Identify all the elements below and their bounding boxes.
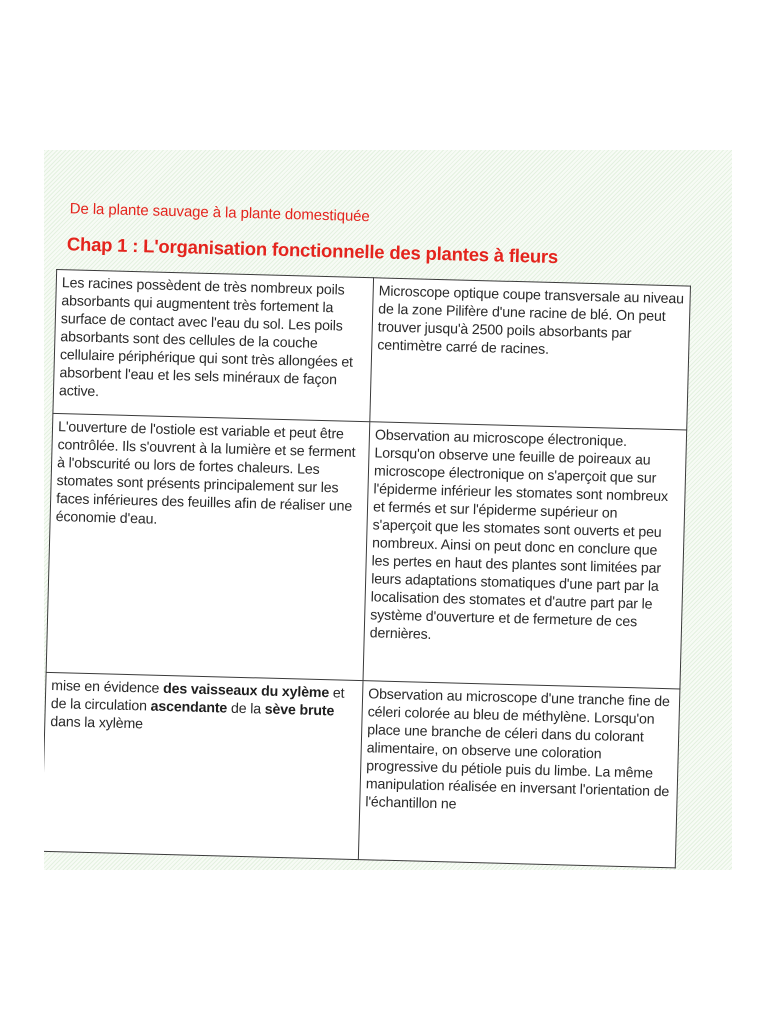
cell-text: de la	[226, 700, 265, 718]
table-cell-left: L'ouverture de l'ostiole est variable et peut être contrôlée. Ils s'ouvrent à la lumière et se ferment à l'obscurité ou lors de fortes chaleurs. Les stomates sont présents principalement sur les faces inférieures des feuilles afin de réaliser une économie d'eau.	[46, 413, 370, 680]
table-row	[44, 672, 680, 868]
bold-term: des vaisseaux du xylème	[162, 680, 330, 702]
bold-term: sève brute	[264, 701, 335, 720]
document-page	[44, 150, 732, 870]
table-cell-right: Microscope optique coupe transversale au niveau de la zone Pilifère d'une racine de blé. On peut trouver jusqu'à 2500 poils absorbants par centimètre carré de racines.	[370, 278, 691, 430]
bold-term: ascendante	[150, 698, 228, 717]
table-row	[53, 269, 691, 430]
table-cell-left	[44, 672, 363, 859]
table-cell-right: Observation au microscope électronique. Lorsqu'on observe une feuille de poireaux au microscope électronique on s'aperçoit que sur l'épiderme inférieur les stomates sont nombreux et fermés et sur l'épiderme supérieur on s'aperçoit que les stomates sont ouverts et peu nombreux. Ainsi on peut donc en conclure que les pertes en haut des plantes sont limitées par leurs adaptations stomatiques d'une part par la localisation des stomates et d'autre part par le système d'ouverture et de fermeture de ces dernières.	[363, 422, 687, 689]
cell-text: et de la circulation	[50, 685, 345, 715]
table-row	[46, 413, 687, 689]
content-table	[44, 269, 691, 868]
page-content	[44, 200, 708, 869]
document-subtitle: De la plante sauvage à la plante domestiquée	[69, 200, 370, 226]
cell-text: mise en évidence	[51, 677, 164, 697]
table-cell-right: Observation au microscope d'une tranche fine de céleri colorée au bleu de méthylène. Lorsqu'on place une branche de céleri dans du colorant alimentaire, on observe une coloration progressive du pétiole puis du limbe. La même manipulation réalisée en inversant l'orientation de l'échantillon ne	[358, 681, 680, 868]
table-cell-left: Les racines possèdent de très nombreux poils absorbants qui augmentent très fortement la surface de contact avec l'eau du sol. Les poils absorbants sont des cellules de la couche cellulaire périphérique qui sont très allongées et absorbent l'eau et les sels minéraux de façon active.	[53, 269, 374, 421]
cell-text: dans la xylème	[50, 713, 144, 733]
chapter-title: Chap 1 : L'organisation fonctionnelle des plantes à fleurs	[66, 233, 559, 268]
